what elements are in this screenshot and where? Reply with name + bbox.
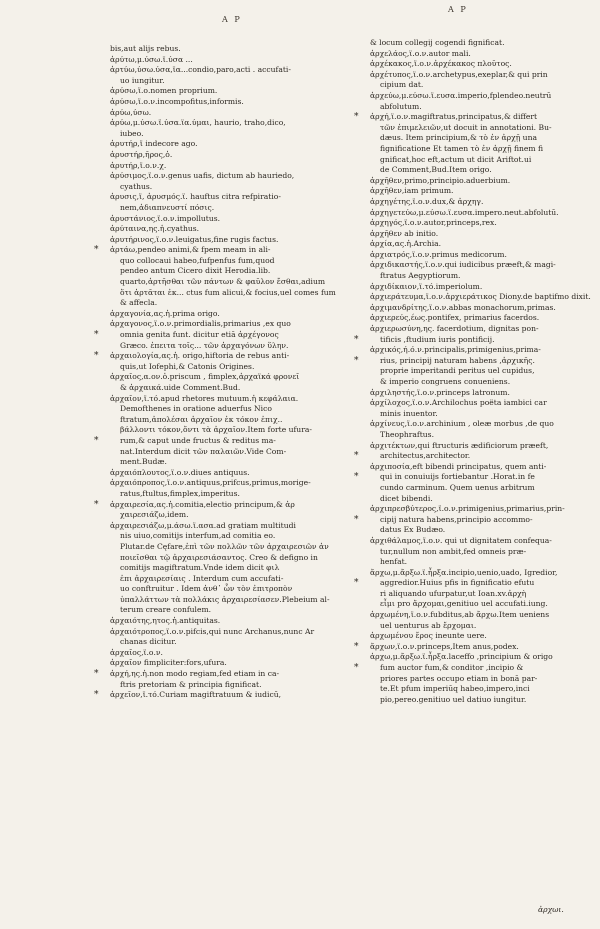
text-line [370,59,598,70]
text-line [370,536,598,547]
line-text: ἀρχία,ας.ἡ.Archia. [370,239,442,249]
text-line [370,610,598,621]
line-text: ἀρυσις,ϊ, ἀρυσμός.ϊ. hauftus citra refpiratio- [110,192,281,202]
line-text: ἀρύω,μ.ύσω.ϊ.ύσα.ϊα.ύμαι, haurio, traho,dico, [110,118,286,128]
text-line [94,351,342,362]
line-text: tificis ,ftudium iuris pontificij. [380,334,495,344]
text-line [110,309,342,320]
asterisk-marker-icon: * [354,578,359,589]
line-text: cipij natura habens,principio accommo- [380,514,533,524]
text-line [110,277,342,288]
text-line [110,658,342,669]
line-text: cyathus. [120,181,153,191]
line-text: ἀρυτήρ,ϊ.ο.ν.χ. [110,160,167,170]
line-text: ment.Budæ. [120,457,167,467]
line-text: omnia genita funt. dicitur etiā ἀρχέγονος [120,330,279,340]
text-line [370,80,598,91]
line-text: ἀρχαιρεσία,ας.ἡ.comitia,electio principum,& ἀρ [110,499,295,509]
line-text: τῶν ἐπιμελειῶν,ut docuit in annotationi. Bu- [380,122,552,132]
text-line [370,239,598,250]
line-text: nat.Interdum dicit τῶν παλαιῶν.Vide Com- [120,446,287,456]
text-line [370,557,598,568]
text-line [110,214,342,225]
line-text: ἀρχίνευς,ϊ.ο.ν.archinium , oleæ morbus ,de quo [370,419,554,429]
text-line [370,229,598,240]
line-text: ἀρύσιμος,ϊ.ο.ν.genus uafis, dictum ab hauriedo, [110,171,295,181]
line-text: ἀρχῆθεν,iam primum. [370,186,454,196]
text-line [110,637,342,648]
text-line [110,521,342,532]
text-line [370,303,598,314]
line-text: ἄρχω,μ.ἄρξω.ϊ.ἦρξα.incipio,uenio,uado, Igredior, [370,567,558,577]
text-line [110,478,342,489]
text-line [354,641,598,653]
line-text: fignificatione Et tamen τὸ ἐν ἀρχῇ finem fi [380,143,544,153]
right-text-column [354,38,598,705]
asterisk-marker-icon: * [94,330,99,341]
line-text: ἀρχῆθεν ab initio. [370,228,439,238]
line-text: ἀρυτήρινος,ϊ.ο.ν.leuigatus,fine rugis factus. [110,234,279,244]
text-line [110,383,342,394]
text-line [110,235,342,246]
text-line [110,563,342,574]
line-text: Græco. ἐπειτα τοῖς... τῶν ἀρχαγόνων ὕλην. [120,340,289,350]
line-text: ἐπι ἀρχαιρεσίαις . Interdum cum accufati- [120,573,284,583]
text-line [110,118,342,129]
line-text: ἀρτάω,pendeo animi,& fpem meam in ali- [110,245,271,255]
text-line [110,86,342,97]
line-text: ἀρχιθάλαμος,ϊ.ο.ν. qui ut dignitatem confequa- [370,535,552,545]
line-text: ἀρχιερεύς,έως.pontifex, primarius facerdos. [370,313,540,323]
line-text: ἀρχεύω,μ.εύσω.ϊ.ευσα.imperio,fplendeo.neutrū [370,90,552,100]
line-text: ἀρχιτέκτων,qui ftructuris ædificiorum præeft, [370,440,549,450]
line-text: datus Ex Budæo. [380,525,446,535]
asterisk-marker-icon: * [94,690,99,701]
text-line [370,377,598,388]
line-text: quarto,ἀρτῆσθαι τῶν πάντων & φαῦλον ἔσθαι,adium [120,277,326,287]
text-line [370,504,598,515]
line-text: chanas dicitur. [120,637,177,647]
text-line [370,652,598,663]
text-line [110,510,342,521]
text-line [370,589,598,600]
text-line [370,292,598,303]
asterisk-marker-icon: * [94,499,99,510]
text-line [370,271,598,282]
line-text: aggredior.Huius pfis in fignificatio efutu [380,578,535,588]
text-line [370,631,598,642]
text-line [110,65,342,76]
asterisk-marker-icon: * [354,663,359,674]
asterisk-marker-icon: * [94,245,99,256]
text-line [110,256,342,267]
text-line [370,70,598,81]
line-text: ἀρχηγός,ϊ.ο.ν.autor,princeps,rex. [370,218,497,228]
line-text: ἀρχέτυπος,ϊ.ο.ν.archetypus,exeplar,& qui prin [370,69,548,79]
line-text: terum creare confulem. [120,605,212,615]
text-line [110,468,342,479]
text-line [110,404,342,415]
line-text: ἀρχέκακος,ϊ.ο.ν.ἀρχέκακος πλοῦτος. [370,59,512,69]
line-text: ftratus Aegyptiorum. [380,271,461,281]
line-text: pio,pereo.genitiuo uel datiuo iungitur. [380,694,527,704]
text-line [370,144,598,155]
line-text: & imperio congruens conueniens. [380,377,511,386]
line-text: architectus,architector. [380,451,471,461]
line-text: ἀρχαιόπλουτος,ϊ.ο.ν.diues antiquus. [110,467,250,477]
line-text: ἀρύταινα,ης.ἡ.cyathus. [110,224,200,234]
text-line [370,282,598,293]
line-text: dæus. Item principium,& τὸ ἐν ἀρχῇ una [380,133,537,143]
text-line [370,91,598,102]
text-line [370,684,598,695]
text-line [110,288,342,299]
text-line [110,531,342,542]
line-text: ἀρύσω,ϊ.ο.ν.incompofitus,informis. [110,96,244,106]
text-line [110,394,342,405]
line-text: ἀρυστήρ,ῆρος,ὁ. [110,149,173,159]
asterisk-marker-icon: * [354,112,359,123]
text-line [94,245,342,256]
line-text: comitijs magiftratum.Vnde idem dicit φιλ [120,563,280,573]
line-text: ἀρχιδικαστής,ϊ.ο.ν.qui iudicibus præeft,& magi- [370,260,556,270]
line-text: ὑπαλλάττων τὰ πολλάκις ἀρχαιρεσίασεν.Plebeium al- [120,594,330,604]
line-text: ἀρχή,ης.ἡ.non modo regiam,fed etiam in ca- [110,669,280,679]
text-line [110,372,342,383]
text-line [354,663,598,674]
asterisk-marker-icon: * [94,669,99,680]
line-text: ἀρχιατρός,ϊ.ο.ν.primus medicorum. [370,249,507,259]
line-text: ἀρχαῖος,α.ον.ὁ.priscum , fimplex,ἀρχαϊκά φρονεῖ [110,372,300,382]
line-text: tur,nullum non ambit,fed omneis præ- [380,546,527,556]
text-line [370,388,598,399]
text-line [370,155,598,166]
text-line [370,260,598,271]
line-text: ἄρχων,ϊ.ο.ν.princeps,Item anus,podex. [370,641,519,651]
text-line [370,695,598,706]
text-line [110,574,342,585]
line-text: Theophraftus. [380,429,434,439]
text-line [370,568,598,579]
text-line [370,525,598,536]
text-line [370,123,598,134]
line-text: ἀρχαγονία,ας.ἡ.prima origo. [110,308,220,318]
line-text: Demofthenes in oratione aduerfus Nico [120,404,272,414]
text-line [370,197,598,208]
line-text: priores partes occupo etiam in bonā par- [380,673,538,683]
text-line [370,38,598,49]
line-text: ἀρχεῖον,ϊ.τό.Curiam magiftratuum & iudicū, [110,690,282,700]
text-line [354,514,598,526]
text-line [110,415,342,426]
text-line [110,616,342,627]
text-line [370,165,598,176]
text-line [110,182,342,193]
text-line [110,171,342,182]
line-text: χαιρεσιάζω,idem. [120,510,189,520]
line-text: ἀρχιδίκαιον,ϊ.τό.imperiolum. [370,281,483,291]
line-text: ἀρχαιότης,ητος.ἡ.antiquitas. [110,616,221,626]
text-line [94,435,342,447]
text-line [110,161,342,172]
text-line [370,218,598,229]
text-line [110,362,342,373]
line-text: Plutar.de Cęfare,ἐπὶ τῶν πολλῶν τῶν ἀρχαιρεσιῶν ἀν [120,541,329,551]
text-line [110,76,342,87]
line-text: iubeo. [120,128,144,138]
text-line [370,313,598,324]
line-text: ἀρχιερωσύνη,ης. facerdotium, dignitas pon- [370,324,539,334]
text-line [94,330,342,341]
line-text: abfolutum. [380,101,422,111]
asterisk-marker-icon: * [354,355,359,366]
line-text: ἀρύω,ύσω. [110,107,152,117]
line-text: ἀρυστάνιος,ϊ.ο.ν.impollutus. [110,213,221,223]
text-line [370,208,598,219]
line-text: rum,& caput unde fructus & reditus ma- [120,435,276,445]
line-text: ἀρχηγέτης,ϊ.ο.ν.dux,& ἀρχηγ. [370,196,484,206]
text-line [110,55,342,66]
text-line [370,398,598,409]
text-line [370,621,598,632]
line-text: ὅτι ἀρτᾶται ἐκ... ctus fum alicui,& focius,uel comes fum [120,287,336,297]
line-text: bis,aut alijs rebus. [110,44,181,53]
text-line [110,542,342,553]
text-line [110,150,342,161]
line-text: henfat. [380,557,408,567]
text-line [110,192,342,203]
text-line [370,441,598,452]
text-line [94,669,342,680]
text-line [370,250,598,261]
line-text: te.Et pfum imperiūq habeo,impero,inci [380,684,530,694]
line-text: ἀρχῆθεν,primo,principio.aduerbium. [370,175,511,185]
line-text: uel uenturus ab ἔρχομαι. [380,620,477,630]
asterisk-marker-icon: * [354,514,359,525]
asterisk-marker-icon: * [94,435,99,446]
line-text: & locum collegij cogendi fignificat. [370,38,505,47]
text-line [370,176,598,187]
text-line [110,627,342,638]
line-text: ἀρχαιόπροπος,ϊ.ο.ν.antiquus,prifcus,primus,morige- [110,478,311,488]
text-line [370,599,598,610]
line-text: rius, principij naturam habens ,ἀρχικῆς. [380,355,535,365]
text-line [110,425,342,436]
line-text: ἀρχιποσία,eft bibendi principatus, quem anti- [370,461,547,471]
text-line [110,489,342,500]
line-text: ἀρύτω,μ.ύσω.ϊ.ύσα ... [110,54,193,64]
text-line [370,409,598,420]
text-line [110,341,342,352]
line-text: ἀρχαγονος,ϊ.ο.ν.primordialis,primarius ,ex quo [110,319,291,329]
line-text: ἀρχαιολογία,ας.ἡ. origo,hiftoria de rebus anti- [110,351,290,361]
signature-mark-left: A P [222,15,242,24]
text-line [370,345,598,356]
text-line [110,97,342,108]
line-text: ἀρχιληστής,ϊ.ο.ν.princeps latronum. [370,387,510,397]
asterisk-marker-icon: * [94,351,99,362]
line-text: de Comment,Bud.Item origo. [380,165,492,175]
line-text: gnificat,hoc eft,actum ut dicit Ariftot.ui [380,154,532,164]
line-text: pendeo antum Cicero dixit Herodia.lib. [120,266,271,276]
line-text: nis uiuo,comitijs interfum,ad comitia eo. [120,531,276,541]
line-text: ἀρχιμανδρίτης,ϊ.ο.ν.abbas monachorum,primas. [370,302,556,312]
line-text: ftratum,ἀπολέσαι ἀρχαῖον ἐκ τόκον ἐπιχ.. [120,414,283,424]
text-line [110,457,342,468]
line-text: fum auctor fum,& conditor ,incipio & [380,663,524,673]
line-text: dicet bibendi. [380,493,433,503]
line-text: ἀρχωμένου ἔρος ineunte uere. [370,631,487,641]
text-line [110,44,342,55]
line-text: ἀρχιπρεσβύτερος,ϊ.ο.ν.primigenius,primarius,prin- [370,504,565,514]
text-line [110,553,342,564]
line-text: ἀρχικός,ή.ό.ν.principalis,primigenius,prima- [370,345,541,355]
line-text: quo collocaui habeo,fufpenfus fum,quod [120,255,275,265]
signature-mark-right: A P [448,5,468,14]
text-line [370,419,598,430]
line-text: ἀρχηγετεύω,μ.εύσω.ϊ.ευσα.impero.neut.abfolutū. [370,207,559,217]
line-text: ποιεῖσθαι τῷ ἀρχαιρεσιάσαντος. Creo & defigno in [120,552,318,562]
text-line [110,266,342,277]
line-text: ἀρχαιότροπος,ϊ.ο.ν.pifcis,qui nunc Archanus,nunc Ar [110,626,315,636]
line-text: ἀρχαιρεσιάζω,μ.άσω.ϊ.ασα.ad gratiam multitudi [110,520,296,530]
text-line [354,451,598,462]
line-text: ἀρχαῖον fimpliciter:fors,ufura. [110,658,227,668]
line-text: nem,ἀδιαπνευστί πόσις. [120,202,215,212]
line-text: ἀρυτήρ,ϊ indecore ago. [110,139,198,149]
text-line [110,224,342,235]
line-text: & affecla. [120,298,158,308]
line-text: ἀρχω,μ.ἄρξω.ϊ.ἦρξα.laceffo ,principium & origo [370,652,553,662]
text-line [370,324,598,335]
text-line [110,298,342,309]
text-line [370,102,598,113]
line-text: ἀρύσω,ϊ.ο.nomen proprium. [110,86,218,96]
line-text: ἀρχωμένη,ϊ.ο.ν.fubditus,ab ἄρχω.Item ueniens [370,610,550,620]
line-text: ἀρχιεράτευμα,ϊ.ο.ν.ἀρχιεράτικος Diony.de baptifmo dixit. [370,292,591,302]
line-text: ἀρτύω,ύσω.ύσα,ϊα...condio,paro,acti . accufati- [110,65,291,75]
asterisk-marker-icon: * [354,472,359,483]
text-line [110,129,342,140]
line-text: ratus,ftultus,fimplex,imperitus. [120,488,240,498]
text-line [110,595,342,606]
text-line [370,483,598,494]
text-line [370,430,598,441]
line-text: uo iungitur. [120,75,165,85]
text-line [110,605,342,616]
text-line [110,680,342,691]
text-line [110,584,342,595]
line-text: & ἀρχαικά.uide Comment.Bud. [120,383,241,392]
line-text: εἶμι pro ἄρχομαι,genitiuo uel accufati.iung. [380,599,548,609]
left-text-column [94,44,342,701]
text-line [370,494,598,505]
line-text: ftris pretoriam & principia fignificat. [120,679,262,689]
line-text: uo conftruitur . Idem ἀνθ᾽ ὧν τὸν ἐπιτροπὸν [120,584,293,594]
text-line [370,674,598,685]
text-line [110,319,342,330]
line-text: qui in conuiuijs fortiebantur .Horat.in fe [380,472,535,482]
asterisk-marker-icon: * [354,334,359,345]
text-line [354,472,598,483]
text-line [370,133,598,144]
text-line [370,462,598,473]
text-line [354,334,598,346]
text-line [354,355,598,367]
line-text: cipium dat. [380,80,424,90]
asterisk-marker-icon: * [354,641,359,652]
text-line [110,108,342,119]
line-text: ἀρχαῖον,ϊ.τό.apud rhetores mutuum.ἡ κεφάλαια. [110,393,299,403]
line-text: ἀρχελάος,ϊ.ο.ν.autor mali. [370,48,471,58]
text-line [110,139,342,150]
text-line [94,499,342,511]
line-text: ri aliquando ufurpatur,ut Ioan.xv.ἀρχὴ [380,588,527,598]
text-line [370,49,598,60]
asterisk-marker-icon: * [354,451,359,462]
text-line [94,690,342,701]
line-text: ἀρχή,ϊ.ο.ν.magiftratus,principatus,& differt [370,112,538,122]
text-line [370,366,598,377]
text-line [110,203,342,214]
line-text: quis,ut Iofephi,& Catonis Origines. [120,361,255,371]
line-text: ἀρχίλοχος,ϊ.ο.ν.Archilochus poëta iambici car [370,398,547,408]
line-text: proprie imperitandi peritus uel cupidus, [380,366,535,376]
catchword: ἀρχωι. [538,905,564,914]
text-line [354,578,598,589]
line-text: cundo carminum. Quem uenus arbitrum [380,482,535,492]
text-line [354,112,598,123]
text-line [110,447,342,458]
line-text: ἀρχαῖος,ϊ.ο.ν. [110,647,163,657]
line-text: βάλλοντι τόκον,ὄντι τὰ ἀρχαῖον.Item forte ufura- [120,425,312,435]
text-line [370,186,598,197]
text-line [370,547,598,558]
line-text: minis inuentor. [380,408,438,418]
text-line [110,648,342,659]
